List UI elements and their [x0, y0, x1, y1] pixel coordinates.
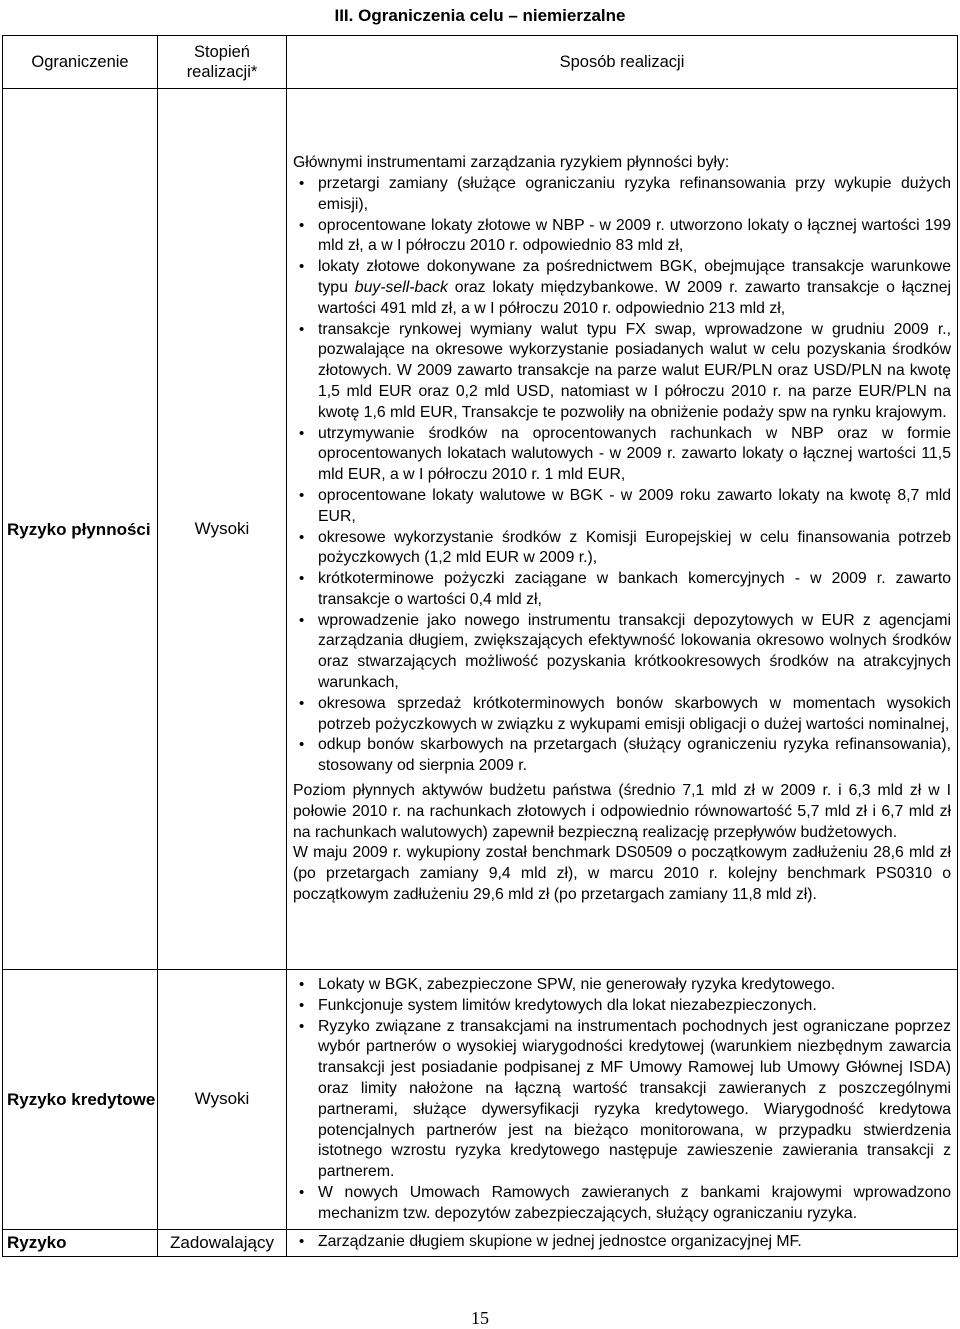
list-item: • Zarządzanie długiem skupione w jednej jednostce organizacyjnej MF.	[293, 1232, 951, 1253]
list-item: • Funkcjonuje system limitów kredytowych dla lokat niezabezpieczonych.	[293, 996, 951, 1017]
paragraph: W maju 2009 r. wykupiony został benchmark DS0509 o początkowym zadłużeniu 28,6 mld zł (po przetargach zamiany 9,4 mld zł), w marcu 2010 r. kolejny benchmark PS0310 o początkowym zadłużeniu 29,6 mld zł (po przetargach zamiany 11,8 mld zł).	[293, 844, 951, 904]
constraints-table	[2, 35, 958, 1257]
list-item: • Ryzyko związane z transakcjami na instrumentach pochodnych jest ograniczane poprzez wybór partnerów o wysokiej wiarygodności kredytowej (warunkiem niezbędnym zawarcia transakcji jest posiadanie podpisanej z MF Umowy Ramowej lub Umowy Głównej ISDA) oraz limity nałożone na łączną wartość transakcji zawieranych z poszczególnymi partnerami, służące dywersyfikacji ryzyka kredytowego. Wiarygodność kredytowa potencjalnych partnerów jest na bieżąco monitorowana, w przypadku stwierdzenia istotnego wzrostu ryzyka kredytowego następuje zawieszenie zawierania transakcji z partnerem.	[293, 1017, 951, 1183]
row-label-credit: Ryzyko kredytowe	[3, 970, 158, 1230]
list-item	[293, 257, 951, 319]
table-row	[3, 970, 958, 1230]
list-item-text: oraz lokaty międzybankowe. W 2009 r. zawarto transakcje o łącznej wartości 491 mld zł, a w I półroczu 2010 r. odpowiednio 213 mld zł,	[318, 278, 951, 317]
list-item: • W nowych Umowach Ramowych zawieranych z bankami krajowymi wprowadzono mechanizm tzw. depozytów zabezpieczających, służący ograniczaniu ryzyka.	[293, 1183, 951, 1225]
list-item: • wprowadzenie jako nowego instrumentu transakcji depozytowych w EUR z agencjami zarządzania długiem, zwiększających efektywność lokowania okresowo wolnych środków oraz stwarzających możliwość pozyskania krótkookresowych środków na atrakcyjnych warunkach,	[293, 611, 951, 694]
list-item: • okresowe wykorzystanie środków z Komisji Europejskiej w celu finansowania potrzeb pożyczkowych (1,2 mld EUR w 2009 r.),	[293, 528, 951, 570]
table-row	[3, 1229, 958, 1256]
row-degree-credit: Wysoki	[158, 970, 287, 1230]
header-degree	[158, 36, 287, 89]
list-item: • krótkoterminowe pożyczki zaciągane w bankach komercyjnych - w 2009 r. zawarto transakcje o wartości 0,4 mld zł,	[293, 569, 951, 611]
list-item: • oprocentowane lokaty walutowe w BGK - w 2009 roku zawarto lokaty na kwotę 8,7 mld EUR,	[293, 486, 951, 528]
list-item: • odkup bonów skarbowych na przetargach (służący ograniczeniu ryzyka refinansowania), stosowany od sierpnia 2009 r.	[293, 735, 951, 777]
list-item: • utrzymywanie środków na oprocentowanych rachunkach w NBP oraz w formie oprocentowanych lokatach walutowych - w 2009 r. zawarto lokaty o łącznej wartości 11,5 mld EUR, a w I półroczu 2010 r. 1 mld EUR,	[293, 424, 951, 486]
intro-text: Głównymi instrumentami zarządzania ryzykiem płynności były:	[293, 154, 730, 172]
list-item: • Lokaty w BGK, zabezpieczone SPW, nie generowały ryzyka kredytowego.	[293, 975, 951, 996]
row-method-credit	[287, 970, 958, 1230]
list-item: • oprocentowane lokaty złotowe w NBP - w 2009 r. utworzono lokaty o łącznej wartości 199 mld zł, a w I półroczu 2010 r. odpowiednio 83 mld zł,	[293, 216, 951, 258]
page-number: 15	[471, 1308, 489, 1328]
list-item-text: lokaty złotowe dokonywane za pośrednictwem BGK, obejmujące transakcje warunkowe typu	[318, 258, 951, 296]
table-header-row	[3, 36, 958, 89]
row-method-other	[287, 1229, 958, 1256]
row-degree-liquidity: Wysoki	[158, 89, 287, 970]
row-label-liquidity: Ryzyko płynności	[3, 89, 158, 970]
list-item: • przetargi zamiany (służące ograniczaniu ryzyka refinansowania przy wykupie dużych emisji),	[293, 174, 951, 216]
bullet-list	[293, 1232, 951, 1253]
list-item: • transakcje rynkowej wymiany walut typu FX swap, wprowadzone w grudniu 2009 r., pozwalające na okresowe wykorzystanie posiadanych walut w celu pozyskania środków złotowych. W 2009 zawarto transakcje na parze walut EUR/PLN oraz USD/PLN na kwotę 1,5 mld EUR oraz 0,2 mld USD, natomiast w I półroczu 2010 r. na parze EUR/PLN na kwotę 1,6 mld EUR, Transakcje te pozwoliły na obniżenie podaży spw na rynku krajowym.	[293, 320, 951, 424]
section-title: III. Ograniczenia celu – niemierzalne	[334, 6, 626, 25]
header-constraint: Ograniczenie	[3, 36, 158, 89]
header-method: Sposób realizacji	[287, 36, 958, 89]
row-label-other: Ryzyko	[3, 1229, 158, 1256]
row-method-liquidity	[287, 89, 958, 970]
bullet-list	[293, 174, 951, 777]
row-degree-other: Zadowalający	[158, 1229, 287, 1256]
list-item-italic: buy-sell-back	[354, 278, 448, 296]
list-item: • okresowa sprzedaż krótkoterminowych bonów skarbowych w momentach wysokich potrzeb pożyczkowych w związku z wykupami emisji obligacji o dużej wartości nominalnej,	[293, 694, 951, 736]
table-row	[3, 89, 958, 970]
paragraph: Poziom płynnych aktywów budżetu państwa (średnio 7,1 mld zł w 2009 r. i 6,3 mld zł w I połowie 2010 r. na rachunkach złotowych i odpowiednio równowartość 5,7 mld zł i 6,7 mld zł na rachunkach walutowych) zapewnił bezpieczną realizację przepływów budżetowych.	[293, 782, 951, 841]
header-degree-label: Stopień realizacji*	[186, 43, 258, 81]
bullet-list	[293, 975, 951, 1225]
